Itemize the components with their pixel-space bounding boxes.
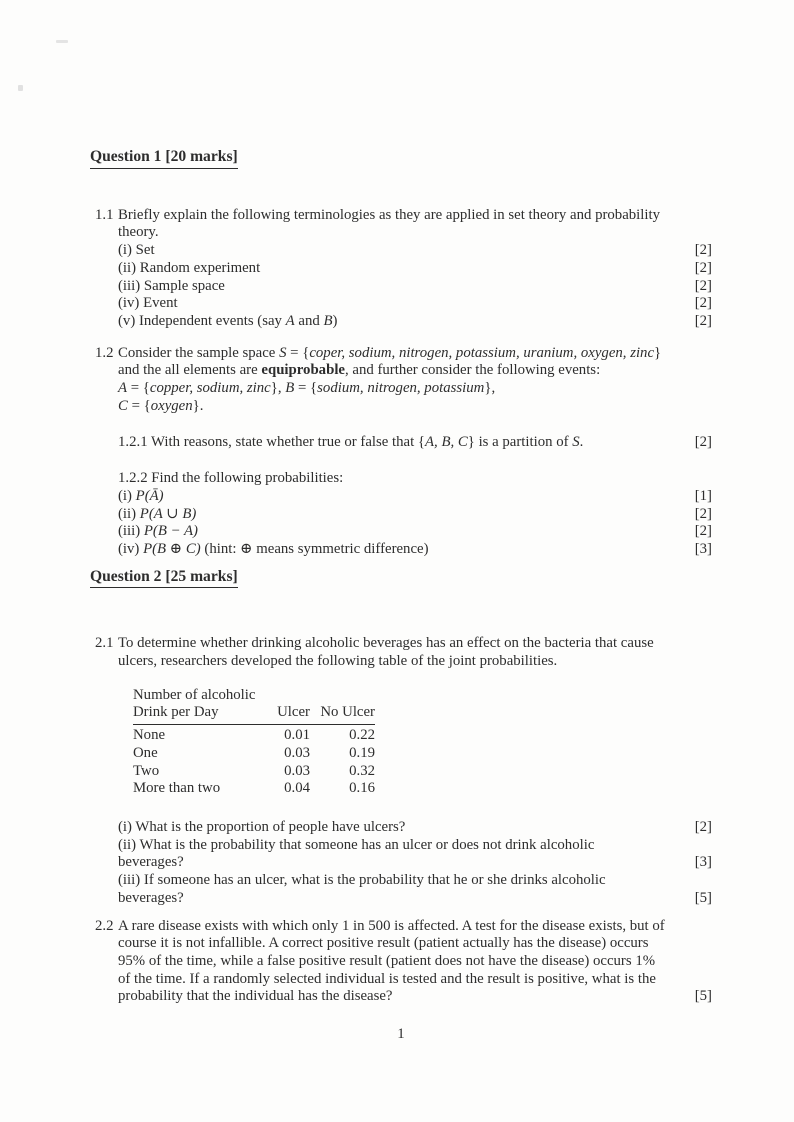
paragraph-text: theory. bbox=[118, 224, 159, 241]
subquestion-line bbox=[118, 278, 712, 296]
table-cell: More than two bbox=[133, 780, 221, 797]
subquestion-text: (iii) If someone has an ulcer, what is the probability that he or she drinks alcoholic bbox=[118, 872, 606, 889]
marks-badge: [3] bbox=[694, 540, 712, 557]
column-header: No Ulcer bbox=[310, 704, 375, 724]
marks-badge: [5] bbox=[694, 988, 712, 1005]
paragraph-text: A rare disease exists with which only 1 in 500 is affected. A test for the disease exists, but of bbox=[118, 917, 665, 934]
item-2-1 bbox=[90, 635, 712, 907]
paragraph-text: course it is not infallible. A correct positive result (patient actually has the disease) occurs bbox=[118, 935, 649, 952]
item-1-2-label: 1.2 bbox=[95, 344, 114, 361]
item-1-2-body bbox=[118, 345, 712, 559]
text-line bbox=[118, 207, 712, 225]
paragraph-text: and the all elements are equiprobable, and further consider the following events: bbox=[118, 362, 601, 379]
subquestion-line bbox=[118, 854, 712, 872]
subquestion-line bbox=[118, 523, 712, 541]
paragraph-text: Consider the sample space S = {coper, sodium, nitrogen, potassium, uranium, oxygen, zinc} bbox=[118, 344, 662, 361]
table-row bbox=[133, 780, 375, 798]
subquestion-text: (iv) P(B ⊕ C) (hint: ⊕ means symmetric difference) bbox=[118, 540, 429, 557]
item-2-2-body bbox=[118, 918, 712, 1007]
subquestion-line bbox=[118, 506, 712, 524]
marks-badge: [2] bbox=[694, 818, 712, 835]
marks-badge: [2] bbox=[694, 242, 712, 259]
marks-badge: [2] bbox=[694, 505, 712, 522]
table-cell: One bbox=[133, 744, 158, 761]
table-cell: 0.04 bbox=[284, 780, 310, 797]
subquestion-text: beverages? bbox=[118, 854, 184, 871]
item-2-2-label: 2.2 bbox=[95, 917, 114, 934]
column-header: Ulcer bbox=[258, 704, 310, 724]
table-cell: Two bbox=[133, 762, 160, 779]
table-row bbox=[133, 745, 375, 763]
subquestion-line bbox=[118, 434, 712, 452]
subquestion-text: (ii) P(A ∪ B) bbox=[118, 505, 197, 522]
subquestion-text: (i) What is the proportion of people have ulcers? bbox=[118, 818, 406, 835]
marks-badge: [2] bbox=[694, 259, 712, 276]
text-line bbox=[118, 988, 712, 1006]
column-header: Drink per Day bbox=[133, 704, 258, 724]
subquestion-text: (v) Independent events (say A and B) bbox=[118, 312, 338, 329]
item-1-1-body bbox=[118, 207, 712, 331]
table-cell: 0.32 bbox=[349, 762, 375, 779]
marks-badge: [2] bbox=[694, 277, 712, 294]
subquestion-line bbox=[118, 890, 712, 908]
page-content bbox=[90, 148, 712, 1044]
marks-badge: [3] bbox=[694, 854, 712, 871]
text-line bbox=[118, 224, 712, 242]
subquestion-line bbox=[118, 541, 712, 559]
subquestion-line bbox=[118, 242, 712, 260]
question-2-heading-row bbox=[90, 568, 712, 589]
scan-artifact bbox=[56, 40, 68, 43]
subquestion-text: beverages? bbox=[118, 889, 184, 906]
subquestion-line bbox=[118, 260, 712, 278]
table-header-row bbox=[133, 687, 375, 705]
paragraph-text: 1.2.2 Find the following probabilities: bbox=[118, 470, 344, 487]
subquestion-text: (iii) Sample space bbox=[118, 277, 225, 294]
paragraph-text: of the time. If a randomly selected individual is tested and the result is positive, what is the bbox=[118, 970, 656, 987]
subquestion-line bbox=[118, 837, 712, 855]
paragraph-text: ulcers, researchers developed the following table of the joint probabilities. bbox=[118, 653, 558, 670]
table-row bbox=[133, 725, 375, 745]
text-line bbox=[118, 653, 712, 671]
item-2-1-body bbox=[118, 635, 712, 907]
text-line bbox=[118, 918, 712, 936]
table-cell: None bbox=[133, 727, 166, 744]
table-cell: 0.16 bbox=[349, 780, 375, 797]
page-number: 1 bbox=[397, 1026, 405, 1043]
paragraph-text: To determine whether drinking alcoholic beverages has an effect on the bacteria that cause bbox=[118, 635, 654, 652]
text-line bbox=[118, 345, 712, 363]
paragraph-text: probability that the individual has the disease? bbox=[118, 988, 393, 1005]
subquestion-text: (ii) What is the probability that someone has an ulcer or does not drink alcoholic bbox=[118, 836, 595, 853]
table-header-top: Number of alcoholic bbox=[133, 686, 256, 703]
question-1-heading: Question 1 [20 marks] bbox=[90, 148, 238, 169]
marks-badge: [5] bbox=[694, 889, 712, 906]
scan-artifact bbox=[18, 85, 23, 91]
text-line bbox=[118, 470, 712, 488]
marks-badge: [2] bbox=[694, 312, 712, 329]
paragraph-text: A = {copper, sodium, zinc}, B = {sodium, nitrogen, potassium}, bbox=[118, 380, 496, 397]
item-1-1-label: 1.1 bbox=[95, 206, 114, 223]
text-line bbox=[118, 362, 712, 380]
subquestion-text: (i) Set bbox=[118, 242, 155, 259]
marks-badge: [1] bbox=[694, 487, 712, 504]
subquestion-text: (iv) Event bbox=[118, 295, 178, 312]
table-cell: 0.03 bbox=[284, 762, 310, 779]
table-cell: 0.03 bbox=[284, 744, 310, 761]
table-cell: 0.22 bbox=[349, 727, 375, 744]
text-line bbox=[118, 380, 712, 398]
item-1-2 bbox=[90, 345, 712, 559]
paragraph-text: C = {oxygen}. bbox=[118, 397, 204, 414]
text-line bbox=[118, 935, 712, 953]
table-header-row bbox=[133, 704, 375, 724]
subquestion-text: (ii) Random experiment bbox=[118, 259, 261, 276]
item-1-1 bbox=[90, 207, 712, 331]
item-2-2 bbox=[90, 918, 712, 1007]
subquestion-line bbox=[118, 872, 712, 890]
text-line bbox=[118, 971, 712, 989]
item-2-1-label: 2.1 bbox=[95, 635, 114, 652]
subquestion-line bbox=[118, 488, 712, 506]
paragraph-text: Briefly explain the following terminologies as they are applied in set theory and probability bbox=[118, 206, 661, 223]
subquestion-text: (i) P(Ā) bbox=[118, 487, 164, 504]
text-line bbox=[118, 953, 712, 971]
question-1-heading-row bbox=[90, 148, 712, 169]
joint-probability-table bbox=[133, 687, 375, 798]
marks-badge: [2] bbox=[694, 523, 712, 540]
subquestion-line bbox=[118, 819, 712, 837]
marks-badge: [2] bbox=[694, 434, 712, 451]
table-cell: 0.19 bbox=[349, 744, 375, 761]
marks-badge: [2] bbox=[694, 295, 712, 312]
subquestion-line bbox=[118, 313, 712, 331]
subquestion-text: 1.2.1 With reasons, state whether true or false that {A, B, C} is a partition of S. bbox=[118, 434, 584, 451]
paragraph-text: 95% of the time, while a false positive result (patient does not have the disease) occurs 1% bbox=[118, 952, 656, 969]
table-cell: 0.01 bbox=[284, 727, 310, 744]
question-2-heading: Question 2 [25 marks] bbox=[90, 568, 238, 589]
table-row bbox=[133, 763, 375, 781]
subquestion-text: (iii) P(B − A) bbox=[118, 523, 198, 540]
text-line bbox=[118, 398, 712, 416]
text-line bbox=[118, 635, 712, 653]
subquestion-line bbox=[118, 295, 712, 313]
